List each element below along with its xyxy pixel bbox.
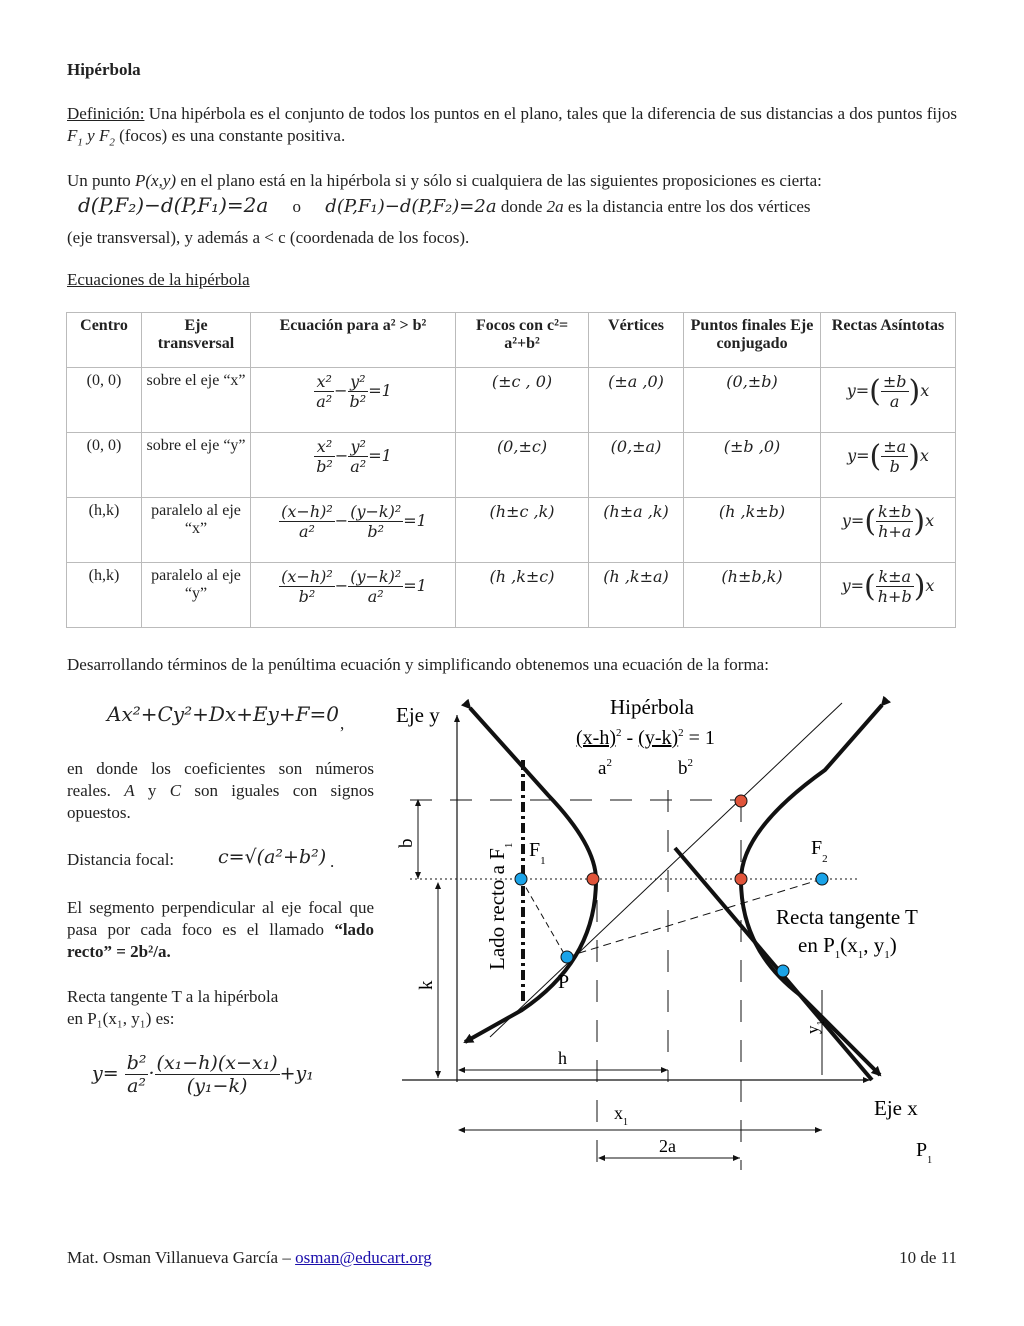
p1-label: $P_1$ [916,1139,933,1166]
b-label: b [396,838,417,848]
cell-ecuacion: $\frac{\text{(x−h)²}}{\text{b²}}$ − $\frac{\text{(y−k)²}}{\text{a²}}$ =1 [251,563,456,628]
point-p [561,951,573,963]
cell-puntos: (h ,k±b) [684,498,821,563]
header-ecuacion: Ecuación para a² > b² [251,313,456,368]
point-p-label: P [558,971,570,993]
equations-table [66,312,956,628]
cell-asintotas: y=( $\frac{\pm b}{a}$ )x [821,368,956,433]
hyperbola-diagram [380,688,980,1178]
table-header-row [67,313,956,368]
cell-ecuacion: $\frac{\text{x²}}{\text{b²}}$ − $\frac{\text{y²}}{\text{a²}}$ =1 [251,433,456,498]
focus-2-point [816,873,828,885]
point-paragraph-end: (eje transversal), y además a < c (coordenada de los focos). [67,228,470,247]
eje-x-label: Eje x [874,1096,918,1120]
y1-label: $y_1$ [803,1020,827,1034]
cell-asintotas: y=( $\frac{\pm a}{b}$ )x [821,433,956,498]
vertex-guide-point [735,795,747,807]
hyperbola-denominator-a: $a^2$ [598,757,612,779]
cell-vertices: (±a ,0) [589,368,684,433]
cell-vertices: (h ,k±a) [589,563,684,628]
table-row [67,368,956,433]
definition-paragraph: Definición: Una hipérbola es el conjunto de todos los puntos en el plano, tales que la diferencia de sus distancias a dos puntos fijos $F_1$ y $F_2$ (focos) es una constante positiva. [67,104,957,149]
tangent-equation: y= $\frac{\text{b²}}{\text{a²}}$ · $\frac{\text{(x₁−h)(x−x₁)}}{\text{(y₁−k)}}$ +y₁ [92,1052,314,1097]
footer-author: Mat. Osman Villanueva García – [67,1248,296,1267]
point-paragraph: Un punto P(x,y) en el plano está en la hipérbola si y sólo si cualquiera de las siguientes proposiciones es cierta: [67,171,822,190]
point-p1 [777,965,789,977]
right-hyperbola-branch [741,705,882,1075]
focal-equation: c=√(a²+b²) [218,846,327,868]
left-vertex-point [587,873,599,885]
cell-focos: (h±c ,k) [456,498,589,563]
header-asintotas: Rectas Asíntotas [821,313,956,368]
cell-asintotas: y=( $\frac{k\pm b}{h+a}$ )x [821,498,956,563]
tangent-text: Recta tangente T a la hipérbola en P₁(x₁, y₁) es: [67,987,279,1028]
cell-puntos: (0,±b) [684,368,821,433]
cell-centro: (h,k) [67,498,142,563]
cell-focos: (0,±c) [456,433,589,498]
focus-1-point [515,873,527,885]
cell-asintotas: y=( $\frac{k\pm a}{h+b}$ )x [821,563,956,628]
cell-puntos: (h±b,k) [684,563,821,628]
cell-centro: (0, 0) [67,433,142,498]
footer [67,1248,957,1268]
focal-label: Distancia focal: [67,850,175,869]
focus-1-label: $F_1$ [529,839,546,867]
x1-label: $x_1$ [614,1103,628,1128]
header-vertices: Vértices [589,313,684,368]
distance-equation-1: d(P,F₂)−d(P,F₁)=2a [78,193,269,217]
cell-puntos: (±b ,0) [684,433,821,498]
cell-eje: paralelo al eje “y” [142,563,251,628]
cell-ecuacion: $\frac{\text{(x−h)²}}{\text{a²}}$ − $\frac{\text{(y−k)²}}{\text{b²}}$ =1 [251,498,456,563]
point-equations-line: d(P,F₂)−d(P,F₁)=2a o d(P,F₁)−d(P,F₂)=2a donde 2a es la distancia entre los dos vértices [78,193,811,217]
2a-label: 2a [659,1136,676,1156]
cell-vertices: (h±a ,k) [589,498,684,563]
develop-text: Desarrollando términos de la penúltima ecuación y simplificando obtenemos una ecuación de la forma: [67,655,769,674]
table-row [67,563,956,628]
header-puntos: Puntos finales Eje conjugado [684,313,821,368]
distance-equation-2: d(P,F₁)−d(P,F₂)=2a [325,196,497,217]
cell-centro: (0, 0) [67,368,142,433]
h-label: h [558,1048,567,1068]
tangent-line [675,848,872,1080]
focus1-to-p-line [521,879,566,957]
header-focos: Focos con c²= a²+b² [456,313,589,368]
page-title: Hipérbola [67,60,141,79]
hyperbola-denominator-b: $b^2$ [678,757,693,779]
header-eje: Eje transversal [142,313,251,368]
coefficients-text: en donde los coeficientes son números reales. A y C son iguales con signos opuestos. [67,759,374,822]
cell-focos: (±c , 0) [456,368,589,433]
cell-centro: (h,k) [67,563,142,628]
k-label: k [416,980,437,990]
equations-heading: Ecuaciones de la hipérbola [67,270,250,289]
cell-eje: paralelo al eje “x” [142,498,251,563]
footer-page-number: 10 de 11 [899,1248,957,1267]
table-row [67,498,956,563]
focus-2-label: $F_2$ [811,837,828,865]
tangent-label-line1: Recta tangente T [776,905,918,929]
eje-y-label: Eje y [396,703,440,727]
cell-eje: sobre el eje “y” [142,433,251,498]
latus-rectum-text: El segmento perpendicular al eje focal que pasa por cada foco es el llamado “lado recto” = 2b²/a. [67,898,374,961]
cell-focos: (h ,k±c) [456,563,589,628]
right-vertex-point [735,873,747,885]
hyperbola-title: Hipérbola [610,695,694,719]
cell-vertices: (0,±a) [589,433,684,498]
general-equation: Ax²+Cy²+Dx+Ey+F=0 [107,702,339,726]
footer-email-link[interactable]: osman@educart.org [295,1248,432,1267]
cell-eje: sobre el eje “x” [142,368,251,433]
header-centro: Centro [67,313,142,368]
cell-ecuacion: $\frac{\text{x²}}{\text{a²}}$ − $\frac{\text{y²}}{\text{b²}}$ =1 [251,368,456,433]
tangent-label-line2: en $P_1(x_1$, $y_1$) [798,933,897,961]
latus-rectum-label: Lado recto a $F_1$ [485,842,515,970]
table-row [67,433,956,498]
hyperbola-equation: $(x-h)^2 - (y-k)^2 = 1$ [576,727,715,749]
definition-label: Definición: [67,104,145,123]
